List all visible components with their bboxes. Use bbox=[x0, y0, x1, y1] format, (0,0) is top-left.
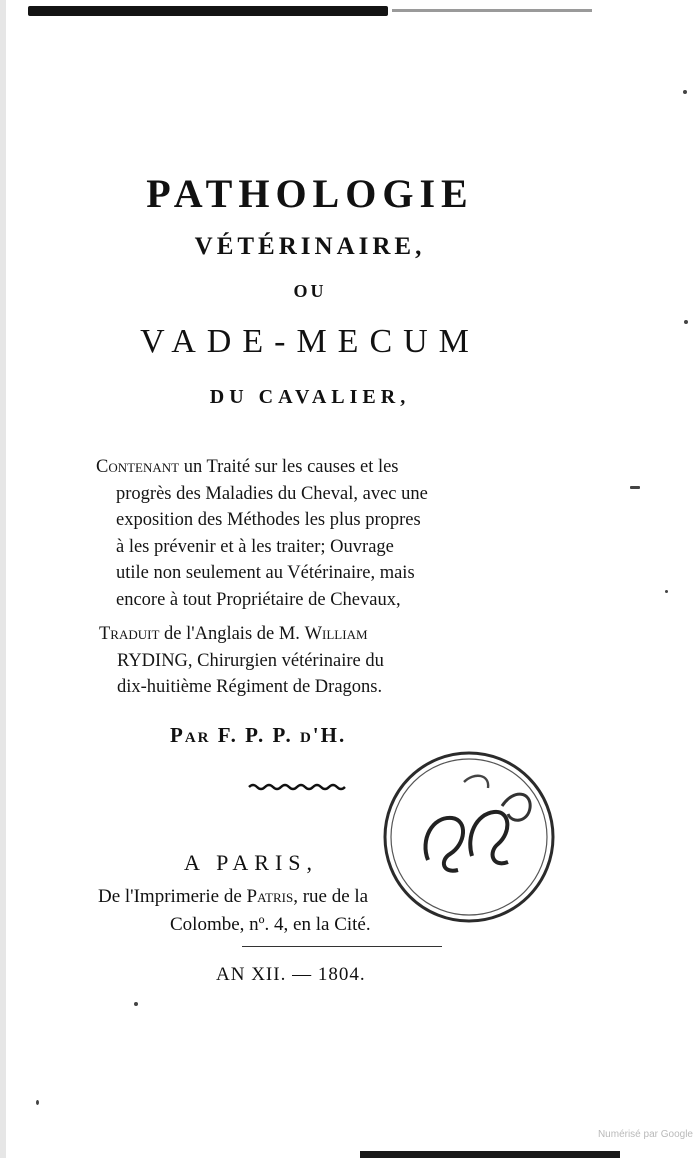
imprint-line-2: Colombe, nº. 4, en la Cité. bbox=[170, 914, 371, 935]
translation-credit bbox=[99, 621, 549, 701]
translator-par: Par bbox=[170, 723, 211, 747]
contents-line-6: encore à tout Propriétaire de Chevaux, bbox=[116, 589, 401, 610]
author-last-name: RYDING bbox=[117, 650, 188, 671]
scan-speck bbox=[665, 590, 668, 593]
translator-initials: F. P. P. bbox=[210, 723, 300, 747]
imprint-rule bbox=[242, 946, 442, 947]
translation-line-3: dix-huitième Régiment de Dragons. bbox=[117, 677, 383, 698]
translation-line-1-rest: de l'Anglais de M. bbox=[159, 624, 305, 644]
translation-line-2 bbox=[99, 648, 549, 675]
printer-name: Patris bbox=[246, 886, 294, 907]
translation-line-2-rest: , Chirurgien vétérinaire du bbox=[187, 650, 384, 671]
main-title: PATHOLOGIE bbox=[146, 171, 474, 216]
contents-line-4: à les prévenir et à les traiter; Ouvrage bbox=[116, 536, 394, 557]
contents-description bbox=[96, 454, 546, 614]
scan-top-edge-fragment bbox=[392, 9, 592, 12]
contents-lead: Contenant bbox=[96, 457, 180, 477]
contents-line-5: utile non seulement au Vétérinaire, mais bbox=[116, 563, 415, 584]
author-first-name: William bbox=[304, 624, 368, 644]
scan-bottom-edge bbox=[360, 1151, 620, 1158]
contents-line-2: progrès des Maladies du Cheval, avec une bbox=[116, 483, 428, 504]
imprint-line-1-start: De l'Imprimerie de bbox=[98, 886, 247, 907]
digitization-watermark: Numérisé par Google bbox=[597, 1129, 693, 1140]
alternate-subtitle: DU CAVALIER, bbox=[209, 386, 411, 408]
publication-date: AN XII. — 1804. bbox=[216, 964, 366, 985]
imprint-line-1-end: , rue de la bbox=[293, 886, 369, 907]
library-stamp bbox=[380, 748, 558, 926]
translation-lead: Traduit bbox=[99, 624, 160, 644]
contents-line-1-rest: un Traité sur les causes et les bbox=[179, 457, 399, 477]
scan-top-edge bbox=[28, 6, 388, 16]
subtitle: VÉTÉRINAIRE, bbox=[194, 233, 426, 260]
scan-speck bbox=[684, 320, 688, 324]
imprint-city: A PARIS, bbox=[184, 850, 319, 875]
scan-speck bbox=[36, 1100, 39, 1105]
translation-line-1 bbox=[99, 621, 549, 648]
title-conjunction: OU bbox=[293, 281, 327, 301]
page-edge-shadow bbox=[0, 0, 6, 1158]
ornament-rule bbox=[247, 782, 347, 792]
translator-credit bbox=[170, 723, 490, 748]
scan-speck bbox=[683, 90, 687, 94]
alternate-title: VADE-MECUM bbox=[140, 323, 480, 360]
translator-suffix: d'H. bbox=[299, 723, 347, 747]
scan-speck bbox=[134, 1002, 138, 1006]
contents-line-3: exposition des Méthodes les plus propres bbox=[116, 510, 421, 531]
scan-speck bbox=[630, 486, 640, 489]
contents-line-1 bbox=[96, 454, 546, 481]
